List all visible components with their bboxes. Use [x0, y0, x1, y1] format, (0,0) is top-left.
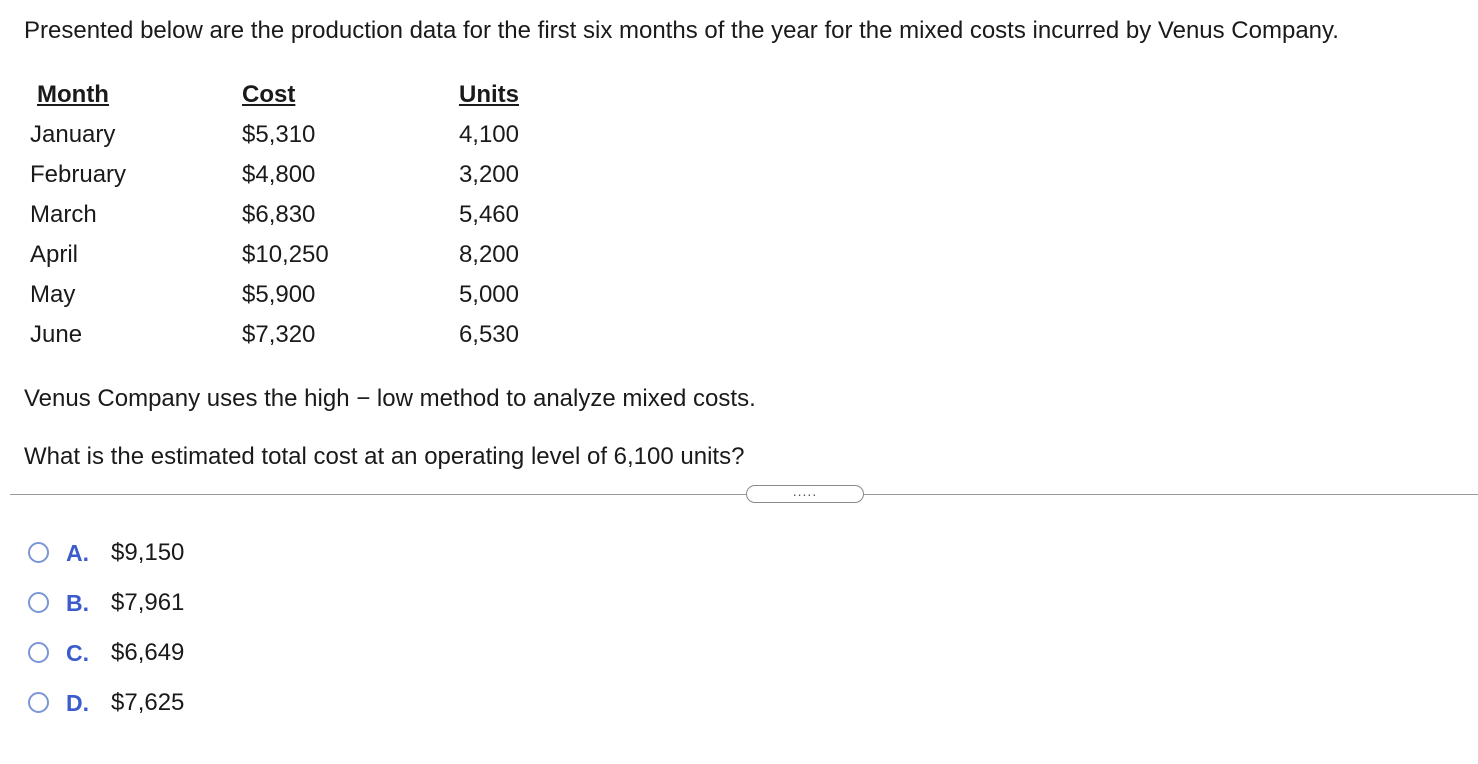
option-letter: A.: [66, 540, 89, 566]
month-cell: June: [30, 321, 83, 348]
option-text: $7,961: [111, 589, 185, 616]
answer-option-d[interactable]: [28, 686, 184, 736]
expand-more-button[interactable]: .....: [746, 485, 864, 503]
month-cell: January: [30, 121, 116, 148]
answer-option-a[interactable]: [28, 536, 184, 586]
radio-button-icon[interactable]: [28, 542, 49, 563]
cost-cell: $4,800: [242, 161, 316, 188]
units-cell: 6,530: [458, 321, 519, 348]
cost-cell: $6,830: [242, 201, 316, 228]
option-letter: C.: [66, 640, 89, 666]
month-cell: March: [30, 201, 97, 228]
units-cell: 5,460: [458, 201, 519, 228]
answer-options: [28, 536, 184, 736]
radio-button-icon[interactable]: [28, 692, 49, 713]
section-divider: [10, 494, 1478, 495]
method-text: Venus Company uses the high − low method to analyze mixed costs.: [24, 385, 756, 412]
answer-option-b[interactable]: [28, 586, 184, 636]
cost-column-header: Cost: [242, 81, 296, 108]
answer-option-c[interactable]: [28, 636, 184, 686]
units-cell: 5,000: [458, 281, 519, 308]
radio-button-icon[interactable]: [28, 642, 49, 663]
cost-cell: $5,310: [242, 121, 316, 148]
question-text: What is the estimated total cost at an operating level of 6,100 units?: [24, 443, 745, 470]
month-column-header: Month: [37, 81, 109, 108]
option-text: $7,625: [111, 689, 185, 716]
option-letter: B.: [66, 590, 89, 616]
intro-text: Presented below are the production data for the first six months of the year for the mixed costs incurred by Venus Company.: [24, 17, 1339, 44]
cost-cell: $7,320: [242, 321, 316, 348]
option-text: $6,649: [111, 639, 185, 666]
radio-button-icon[interactable]: [28, 592, 49, 613]
cost-cell: $5,900: [242, 281, 316, 308]
cost-cell: $10,250: [242, 241, 329, 268]
units-cell: 3,200: [458, 161, 519, 188]
units-cell: 4,100: [458, 121, 519, 148]
month-cell: May: [30, 281, 76, 308]
option-letter: D.: [66, 690, 89, 716]
month-cell: April: [30, 241, 79, 268]
month-cell: February: [30, 161, 127, 188]
option-text: $9,150: [111, 539, 185, 566]
units-column-header: Units: [459, 81, 519, 108]
units-cell: 8,200: [458, 241, 519, 268]
